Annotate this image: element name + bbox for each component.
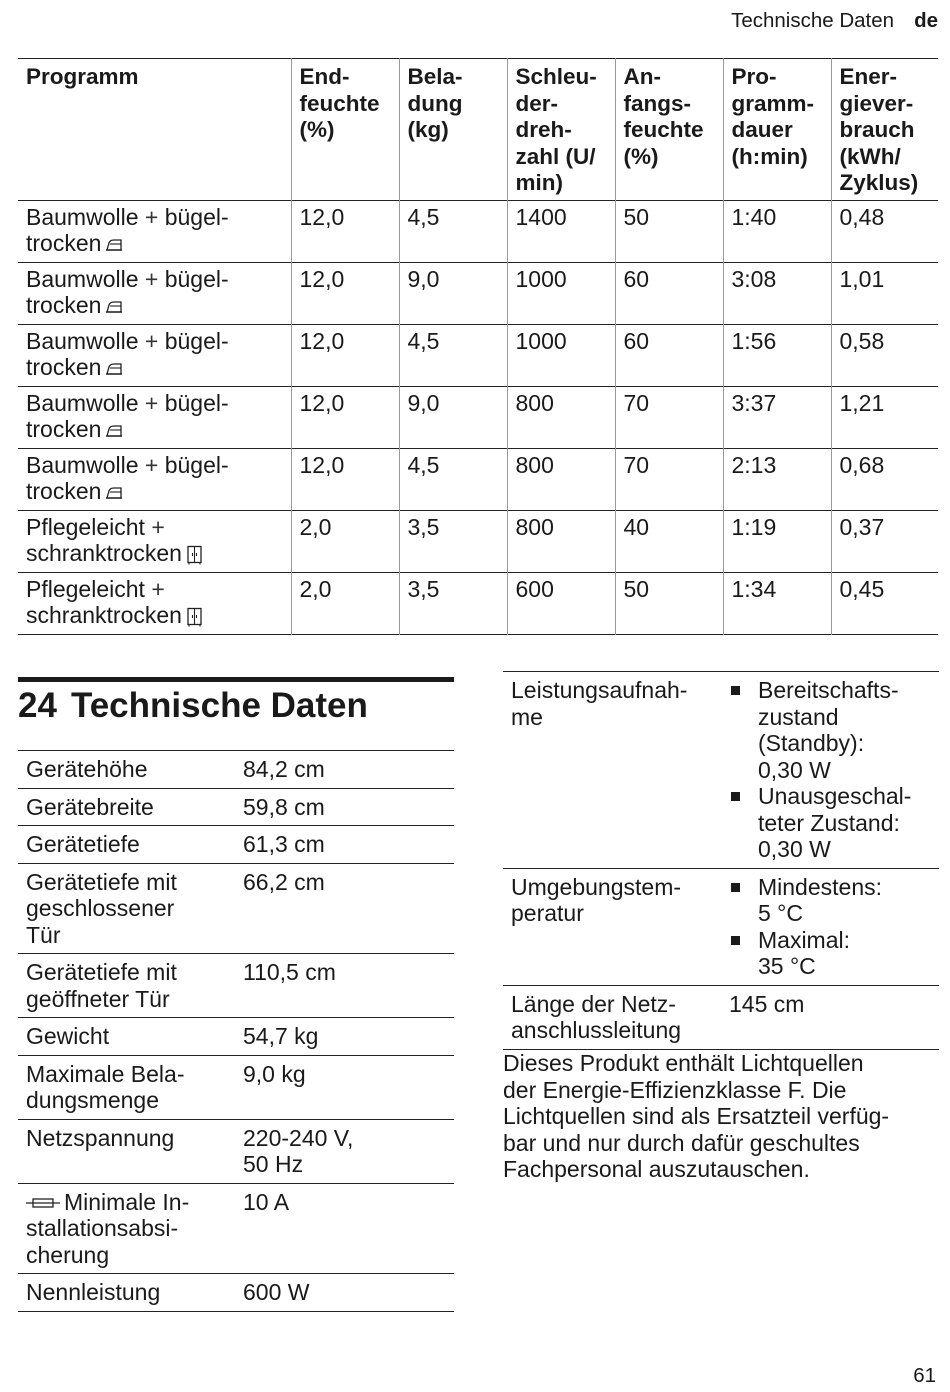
cell-dauer: 1:56 — [723, 324, 831, 386]
cell-beladung: 3,5 — [399, 572, 507, 634]
spec-label: Netzspannung — [26, 1124, 175, 1151]
program-name — [18, 200, 291, 262]
list-item: Maximal: 35 °C — [729, 927, 931, 980]
program-option-cont: trocken — [26, 292, 102, 318]
program-table — [18, 58, 938, 635]
cell-drehzahl: 800 — [507, 510, 615, 572]
spec-value: 84,2 cm — [243, 756, 325, 782]
column-header: End- feuchte (%) — [291, 59, 399, 201]
program-option-cont: trocken — [26, 354, 102, 380]
temperature-values — [721, 868, 939, 985]
column-header: Schleu- der- dreh- zahl (U/ min) — [507, 59, 615, 201]
spec-value: 110,5 cm — [243, 959, 336, 985]
cupboard-icon — [186, 545, 203, 565]
table-row — [18, 954, 454, 1018]
cell-energie: 1,01 — [831, 262, 938, 324]
table-row — [18, 262, 938, 324]
cell-dauer: 3:37 — [723, 386, 831, 448]
spec-label: Gerätetiefe mit geschlossener Tür — [26, 868, 177, 948]
light-source-note — [503, 1050, 943, 1183]
table-row — [18, 572, 938, 634]
table-row — [18, 324, 938, 386]
running-header — [731, 8, 938, 34]
page-number: 61 — [913, 1364, 936, 1387]
program-base: Baumwolle — [26, 327, 139, 354]
plus-sign: + — [144, 203, 159, 230]
iron-icon — [105, 485, 125, 501]
note-line: Fachpersonal auszutauschen. — [503, 1156, 810, 1182]
list-item: Mindestens: 5 °C — [729, 874, 931, 927]
program-base: Pflegeleicht — [26, 513, 145, 540]
iron-icon — [105, 299, 125, 315]
spec-value: 66,2 cm — [243, 868, 325, 895]
header-language: de — [914, 9, 938, 32]
program-name — [18, 262, 291, 324]
cell-energie: 0,58 — [831, 324, 938, 386]
cell-dauer: 1:19 — [723, 510, 831, 572]
iron-icon — [105, 361, 125, 377]
cell-drehzahl: 800 — [507, 448, 615, 510]
program-table-body — [18, 200, 938, 634]
column-header: Programm — [26, 64, 139, 89]
program-option-cont: trocken — [26, 416, 102, 442]
cell-endfeuchte: 12,0 — [291, 262, 399, 324]
cell-endfeuchte: 12,0 — [291, 324, 399, 386]
section-rule — [18, 677, 454, 682]
program-option-cont: trocken — [26, 478, 102, 504]
plus-sign: + — [151, 513, 165, 540]
plus-sign: + — [144, 389, 159, 416]
table-row — [18, 1055, 454, 1119]
program-base: Baumwolle — [26, 203, 139, 230]
program-option: bügel- — [164, 327, 229, 354]
note-line: Dieses Produkt enthält Lichtquellen — [503, 1050, 864, 1076]
cell-anfangsfeuchte: 60 — [615, 262, 723, 324]
spec-label: Gerätehöhe — [26, 756, 148, 782]
cell-anfangsfeuchte: 50 — [615, 200, 723, 262]
cell-endfeuchte: 12,0 — [291, 200, 399, 262]
program-base: Baumwolle — [26, 451, 139, 478]
column-header: Pro- gramm- dauer (h:min) — [723, 59, 831, 201]
cell-beladung: 3,5 — [399, 510, 507, 572]
section-title: Technische Daten — [70, 686, 368, 725]
table-row — [503, 868, 939, 985]
spec-label-text: Minimale In- stallationsabsi- cherung — [26, 1188, 190, 1268]
spec-value: 10 A — [243, 1188, 290, 1215]
table-row — [18, 1183, 454, 1274]
list-item: Bereitschafts- zustand (Standby): 0,30 W — [729, 677, 931, 783]
program-base: Baumwolle — [26, 389, 139, 416]
spec-label — [18, 1183, 235, 1274]
spec-value: 600 W — [243, 1279, 310, 1305]
cell-dauer: 2:13 — [723, 448, 831, 510]
cell-dauer: 1:34 — [723, 572, 831, 634]
plus-sign: + — [144, 265, 159, 292]
cell-beladung: 4,5 — [399, 448, 507, 510]
plus-sign: + — [144, 451, 159, 478]
tech-data-table — [18, 750, 454, 1312]
table-row — [18, 1274, 454, 1312]
cell-beladung: 4,5 — [399, 324, 507, 386]
table-row — [503, 985, 939, 1049]
temperature-label: Umgebungstem- peratur — [511, 873, 682, 926]
cell-anfangsfeuchte: 60 — [615, 324, 723, 386]
power-values — [721, 672, 939, 869]
note-line: bar und nur durch dafür geschultes — [503, 1129, 860, 1156]
table-row — [18, 863, 454, 954]
cell-drehzahl: 1000 — [507, 262, 615, 324]
power-data-table — [503, 671, 939, 1050]
table-row — [18, 751, 454, 789]
fuse-icon — [26, 1197, 60, 1209]
section-number: 24 — [18, 686, 57, 725]
table-row — [18, 788, 454, 826]
cell-drehzahl: 1000 — [507, 324, 615, 386]
cell-drehzahl: 800 — [507, 386, 615, 448]
program-option-cont: schranktrocken — [26, 602, 182, 628]
column-header: Bela- dung (kg) — [399, 59, 507, 201]
cell-energie: 0,45 — [831, 572, 938, 634]
program-base: Baumwolle — [26, 265, 139, 292]
program-name — [18, 448, 291, 510]
spec-value: 61,3 cm — [243, 831, 325, 857]
iron-icon — [105, 237, 125, 253]
cell-energie: 1,21 — [831, 386, 938, 448]
cell-beladung: 4,5 — [399, 200, 507, 262]
plus-sign: + — [144, 327, 159, 354]
program-table-header — [18, 59, 938, 201]
table-row — [503, 672, 939, 869]
spec-value: 220-240 V, 50 Hz — [243, 1124, 354, 1177]
table-row — [18, 448, 938, 510]
cable-value: 145 cm — [729, 990, 805, 1017]
program-option: bügel- — [164, 451, 229, 478]
table-row — [18, 386, 938, 448]
spec-label: Gerätetiefe mit geöffneter Tür — [26, 959, 177, 1012]
table-row — [18, 1018, 454, 1056]
cell-anfangsfeuchte: 40 — [615, 510, 723, 572]
cell-drehzahl: 600 — [507, 572, 615, 634]
cell-drehzahl: 1400 — [507, 200, 615, 262]
table-row — [18, 510, 938, 572]
section-heading — [18, 686, 454, 726]
cable-label: Länge der Netz- anschlussleitung — [511, 990, 682, 1043]
spec-label: Nennleistung — [26, 1279, 161, 1305]
cell-dauer: 1:40 — [723, 200, 831, 262]
cell-endfeuchte: 2,0 — [291, 510, 399, 572]
spec-value: 59,8 cm — [243, 793, 325, 820]
column-header: An- fangs- feuchte (%) — [615, 59, 723, 201]
spec-label: Gerätetiefe — [26, 831, 140, 857]
table-row — [18, 826, 454, 864]
iron-icon — [105, 423, 125, 439]
plus-sign: + — [151, 575, 165, 602]
list-item: Unausgeschal- teter Zustand: 0,30 W — [729, 783, 931, 863]
cell-anfangsfeuchte: 70 — [615, 448, 723, 510]
cell-dauer: 3:08 — [723, 262, 831, 324]
program-option: bügel- — [164, 389, 229, 416]
cell-energie: 0,48 — [831, 200, 938, 262]
cell-endfeuchte: 2,0 — [291, 572, 399, 634]
program-name — [18, 572, 291, 634]
program-base: Pflegeleicht — [26, 575, 145, 602]
cell-energie: 0,68 — [831, 448, 938, 510]
cupboard-icon — [186, 607, 203, 627]
program-name — [18, 324, 291, 386]
program-option-cont: trocken — [26, 230, 102, 256]
cell-anfangsfeuchte: 70 — [615, 386, 723, 448]
program-option-cont: schranktrocken — [26, 540, 182, 566]
program-option: bügel- — [164, 265, 229, 292]
cell-beladung: 9,0 — [399, 386, 507, 448]
table-row — [18, 1119, 454, 1183]
cell-energie: 0,37 — [831, 510, 938, 572]
note-line: Lichtquellen sind als Ersatzteil verfüg- — [503, 1103, 890, 1129]
column-header: Ener- giever- brauch (kWh/ Zyklus) — [831, 59, 938, 201]
cell-beladung: 9,0 — [399, 262, 507, 324]
spec-label: Gerätebreite — [26, 793, 154, 820]
spec-label: Maximale Bela- dungsmenge — [26, 1060, 185, 1113]
spec-value: 9,0 kg — [243, 1060, 306, 1087]
spec-label: Gewicht — [26, 1023, 110, 1049]
program-name — [18, 510, 291, 572]
program-option: bügel- — [164, 203, 229, 230]
power-label: Leistungsaufnah- me — [511, 677, 688, 730]
cell-endfeuchte: 12,0 — [291, 448, 399, 510]
cell-endfeuchte: 12,0 — [291, 386, 399, 448]
cell-anfangsfeuchte: 50 — [615, 572, 723, 634]
header-section-title: Technische Daten — [731, 9, 895, 32]
table-row — [18, 200, 938, 262]
note-line: der Energie-Effizienzklasse F. Die — [503, 1076, 847, 1103]
spec-value: 54,7 kg — [243, 1023, 319, 1049]
program-name — [18, 386, 291, 448]
